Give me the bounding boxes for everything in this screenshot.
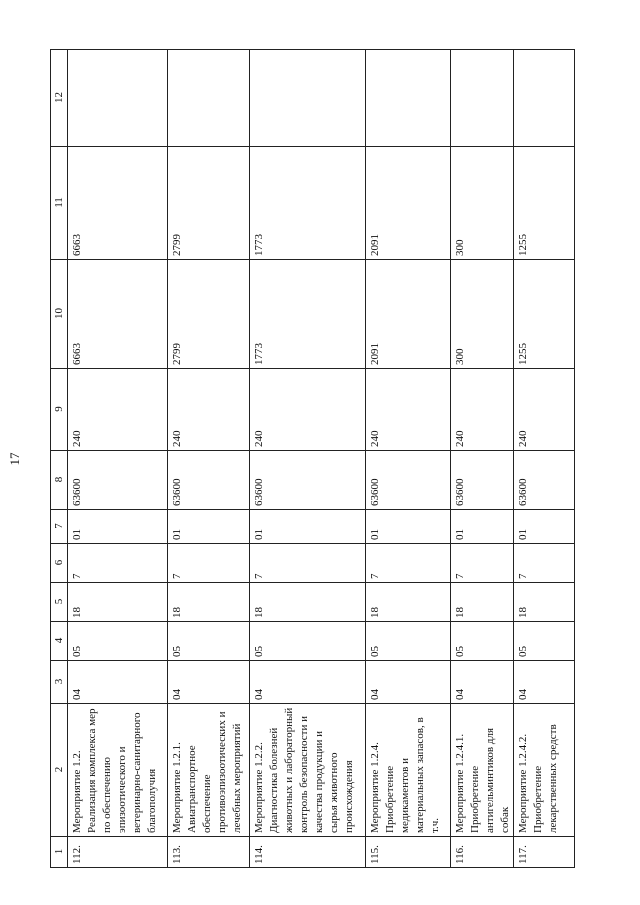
table-row <box>250 50 366 868</box>
activity-name-cell: Мероприятие 1.2.4. Приобретение медикаментов и материальных запасов, в т.ч. <box>366 704 451 837</box>
value-cell: 01 <box>514 510 575 544</box>
header-cell: 11 <box>51 147 68 260</box>
value-cell: 05 <box>366 622 451 661</box>
budget-table <box>50 49 575 868</box>
value-cell: 01 <box>451 510 514 544</box>
value-cell: 04 <box>366 661 451 704</box>
value-cell: 18 <box>250 583 366 622</box>
value-cell: 04 <box>68 661 168 704</box>
value-cell: 63600 <box>514 451 575 510</box>
value-cell: 05 <box>514 622 575 661</box>
activity-name-cell: Мероприятие 1.2.1. Авиатранспортное обеспечение противоэпизоотических и лечебных мероприятий <box>168 704 250 837</box>
value-cell: 04 <box>250 661 366 704</box>
row-number-cell: 112. <box>68 837 168 868</box>
value-cell: 1773 <box>250 260 366 369</box>
value-cell: 04 <box>168 661 250 704</box>
value-cell: 63600 <box>68 451 168 510</box>
table-row <box>514 50 575 868</box>
value-cell: 18 <box>366 583 451 622</box>
rotated-page <box>7 50 598 868</box>
value-cell <box>250 50 366 147</box>
value-cell: 6663 <box>68 147 168 260</box>
row-number-cell: 115. <box>366 837 451 868</box>
value-cell <box>514 50 575 147</box>
table-row <box>366 50 451 868</box>
value-cell: 6663 <box>68 260 168 369</box>
value-cell: 2091 <box>366 147 451 260</box>
value-cell: 05 <box>250 622 366 661</box>
value-cell: 04 <box>451 661 514 704</box>
value-cell: 7 <box>514 544 575 583</box>
value-cell: 1773 <box>250 147 366 260</box>
header-cell: 7 <box>51 510 68 544</box>
value-cell: 7 <box>250 544 366 583</box>
value-cell: 300 <box>451 260 514 369</box>
value-cell: 240 <box>514 369 575 451</box>
value-cell: 18 <box>514 583 575 622</box>
activity-name-cell: Мероприятие 1.2.2. Диагностика болезней животных и лабораторный контроль безопасности и качества продукции и сырья животного происхождения <box>250 704 366 837</box>
header-cell: 12 <box>51 50 68 147</box>
row-number-cell: 114. <box>250 837 366 868</box>
value-cell: 2799 <box>168 147 250 260</box>
value-cell: 240 <box>250 369 366 451</box>
value-cell: 63600 <box>250 451 366 510</box>
row-number-cell: 117. <box>514 837 575 868</box>
value-cell: 7 <box>168 544 250 583</box>
header-cell: 5 <box>51 583 68 622</box>
header-cell: 8 <box>51 451 68 510</box>
table-body <box>51 50 575 868</box>
value-cell <box>451 50 514 147</box>
value-cell: 7 <box>366 544 451 583</box>
header-cell: 6 <box>51 544 68 583</box>
row-number-cell: 113. <box>168 837 250 868</box>
value-cell: 01 <box>366 510 451 544</box>
table-row <box>168 50 250 868</box>
value-cell: 300 <box>451 147 514 260</box>
activity-name-cell: Мероприятие 1.2.4.1. Приобретение антигельминтиков для собак <box>451 704 514 837</box>
header-cell: 9 <box>51 369 68 451</box>
value-cell: 63600 <box>168 451 250 510</box>
row-number-cell: 116. <box>451 837 514 868</box>
value-cell: 240 <box>366 369 451 451</box>
table-row <box>68 50 168 868</box>
header-row <box>51 50 68 868</box>
value-cell: 18 <box>68 583 168 622</box>
header-cell: 2 <box>51 704 68 837</box>
value-cell: 2091 <box>366 260 451 369</box>
activity-name-cell: Мероприятие 1.2.4.2. Приобретение лекарственных средств <box>514 704 575 837</box>
value-cell: 2799 <box>168 260 250 369</box>
value-cell <box>168 50 250 147</box>
page-number: 17 <box>7 452 22 466</box>
value-cell: 7 <box>68 544 168 583</box>
value-cell: 63600 <box>451 451 514 510</box>
header-cell: 4 <box>51 622 68 661</box>
value-cell: 01 <box>68 510 168 544</box>
activity-name-cell: Мероприятие 1.2. Реализация комплекса мер по обеспечению эпизоотического и ветеринарно-санитарного благополучия <box>68 704 168 837</box>
value-cell: 1255 <box>514 147 575 260</box>
value-cell: 01 <box>168 510 250 544</box>
header-cell: 1 <box>51 837 68 868</box>
value-cell: 1255 <box>514 260 575 369</box>
header-cell: 10 <box>51 260 68 369</box>
table-row <box>451 50 514 868</box>
value-cell: 01 <box>250 510 366 544</box>
value-cell <box>68 50 168 147</box>
value-cell <box>366 50 451 147</box>
value-cell: 63600 <box>366 451 451 510</box>
value-cell: 240 <box>68 369 168 451</box>
value-cell: 240 <box>168 369 250 451</box>
value-cell: 18 <box>451 583 514 622</box>
value-cell: 05 <box>68 622 168 661</box>
value-cell: 18 <box>168 583 250 622</box>
value-cell: 05 <box>451 622 514 661</box>
value-cell: 7 <box>451 544 514 583</box>
value-cell: 04 <box>514 661 575 704</box>
value-cell: 05 <box>168 622 250 661</box>
header-cell: 3 <box>51 661 68 704</box>
value-cell: 240 <box>451 369 514 451</box>
